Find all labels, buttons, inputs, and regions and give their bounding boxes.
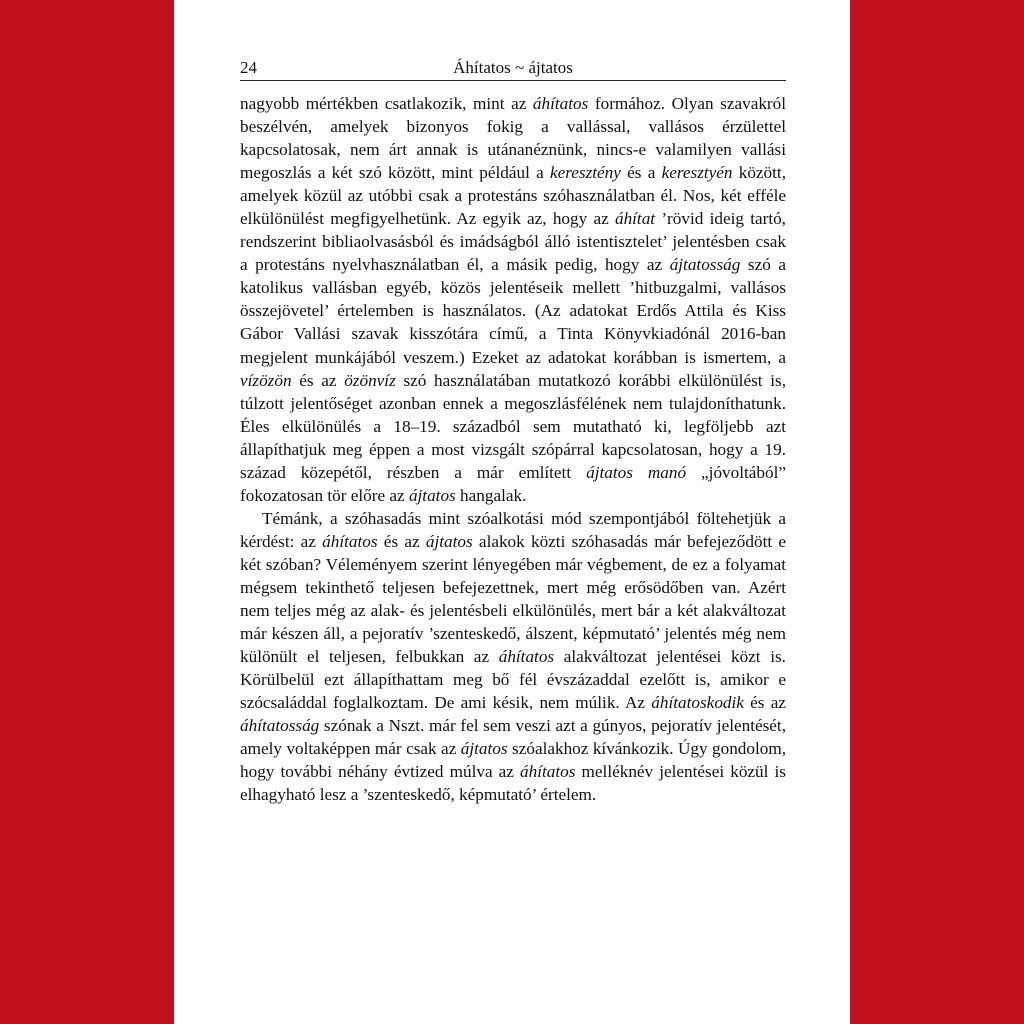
book-page: [174, 0, 850, 1024]
running-header: [240, 56, 786, 81]
italic-term: keresztény: [549, 163, 621, 183]
italic-term: ájtatos: [460, 739, 508, 759]
italic-term: keresztyén: [661, 163, 733, 183]
text-run: és az: [377, 531, 426, 551]
text-run: és az: [743, 693, 786, 713]
italic-term: áhítatos: [520, 762, 576, 782]
italic-term: áhítatos: [322, 531, 378, 551]
text-run: „jóvoltából” fokozatosan tör előre az: [240, 462, 786, 505]
paragraph-1: [240, 92, 786, 507]
running-title: Áhítatos ~ ájtatos: [453, 58, 573, 77]
italic-term: áhítatos: [532, 94, 589, 113]
body-text: [240, 92, 786, 806]
text-run: melléknév jelentései közül is elhagyható lesz a ’szenteskedő, képmutató’ értelem.: [240, 762, 786, 805]
italic-term: áhítatosság: [240, 716, 320, 736]
text-run: és a: [620, 163, 662, 183]
text-run: között, amelyek közül az utóbbi csak a protestáns szóhasználatban él. Nos, két efféle elkülönülést megfigyelhetünk. Az egyik az, hogy az: [240, 163, 787, 229]
text-run: szóalakhoz kívánkozik. Úgy gondolom, hogy további néhány évtized múlva az: [240, 739, 787, 782]
text-run: Témánk, a szóhasadás mint szóalkotási mód szempontjából föltehetjük a kérdést: az: [240, 508, 786, 551]
italic-term: áhítat: [614, 209, 656, 229]
text-run: nagyobb mértékben csatlakozik, mint az: [240, 94, 533, 113]
italic-term: áhítatos: [498, 647, 555, 667]
italic-term: áhítatoskodik: [651, 693, 744, 713]
italic-term: ájtatosság: [669, 255, 741, 275]
text-run: szó a katolikus vallásban egyéb, közös jelentéseik mellett ’hitbuzgalmi, vallásos összejövetel’ értelemben is használatos. (Az adatokat Erdős Attila és Kiss Gábor Vallási szavak kisszótára című, a Tinta Könyvkiadónál 2016-ban megjelent munkájából veszem.) Ezeket az adatokat korábban is ismertem, a: [240, 255, 786, 367]
text-run: ’rövid ideig tartó, rendszerint bibliaolvasásból és imádságból álló istentisztelet’ jelentésben csak a protestáns nyelvhasználatban él, a másik pedig, hogy az: [240, 209, 786, 275]
paragraph-2: [240, 507, 786, 807]
text-run: alakváltozat jelentései közt is. Körülbelül ezt állapíthattam meg bő fél évszázaddal ezelőtt is, amikor e szócsaláddal foglalkoztam. De ami késik, nem múlik. Az: [240, 647, 786, 713]
text-run: alakok közti szóhasadás már befejeződött e két szóban? Véleményem szerint lényegében már végbement, de ez a folyamat mégsem tekinthető teljesen befejezettnek, mert még erősödőben van. Azért nem teljes még az alak- és jelentésbeli elkülönülés, mert bár a két alakváltozat már készen áll, a pejoratív ’szenteskedő, álszent, képmutató’ jelentés még nem különült el teljesen, felbukkan az: [240, 531, 787, 667]
page-number: 24: [240, 58, 257, 77]
italic-term: özönvíz: [344, 370, 396, 390]
text-run: szó használatában mutatkozó korábbi elkülönülést is, túlzott jelentőséget azonban ennek a megoszlásfélének nem tulajdoníthatunk. Éles elkülönülés a 18–19. századból sem mutatható ki, legföljebb azt állapíthatjuk meg éppen a most vizsgált szópárral kapcsolatosan, hogy a 19. század közepétől, részben a már említett: [240, 370, 786, 482]
text-run: szónak a Nszt. már fel sem veszi azt a gúnyos, pejoratív jelentését, amely voltaképpen már csak az: [240, 716, 786, 759]
italic-term: ájtatos: [425, 531, 473, 551]
italic-term: ájtatos manó: [586, 462, 687, 482]
italic-term: vízözön: [240, 370, 292, 390]
text-run: és az: [291, 370, 345, 390]
text-run: hangalak.: [455, 485, 527, 505]
text-run: formához. Olyan szavakról beszélvén, amelyek bizonyos fokig a vallással, vallásos érzülettel kapcsolatosak, nem árt annak is utánanéznünk, nincs-e valamilyen vallási megoszlás a két szó között, mint például a: [240, 94, 787, 183]
italic-term: ájtatos: [408, 485, 456, 505]
